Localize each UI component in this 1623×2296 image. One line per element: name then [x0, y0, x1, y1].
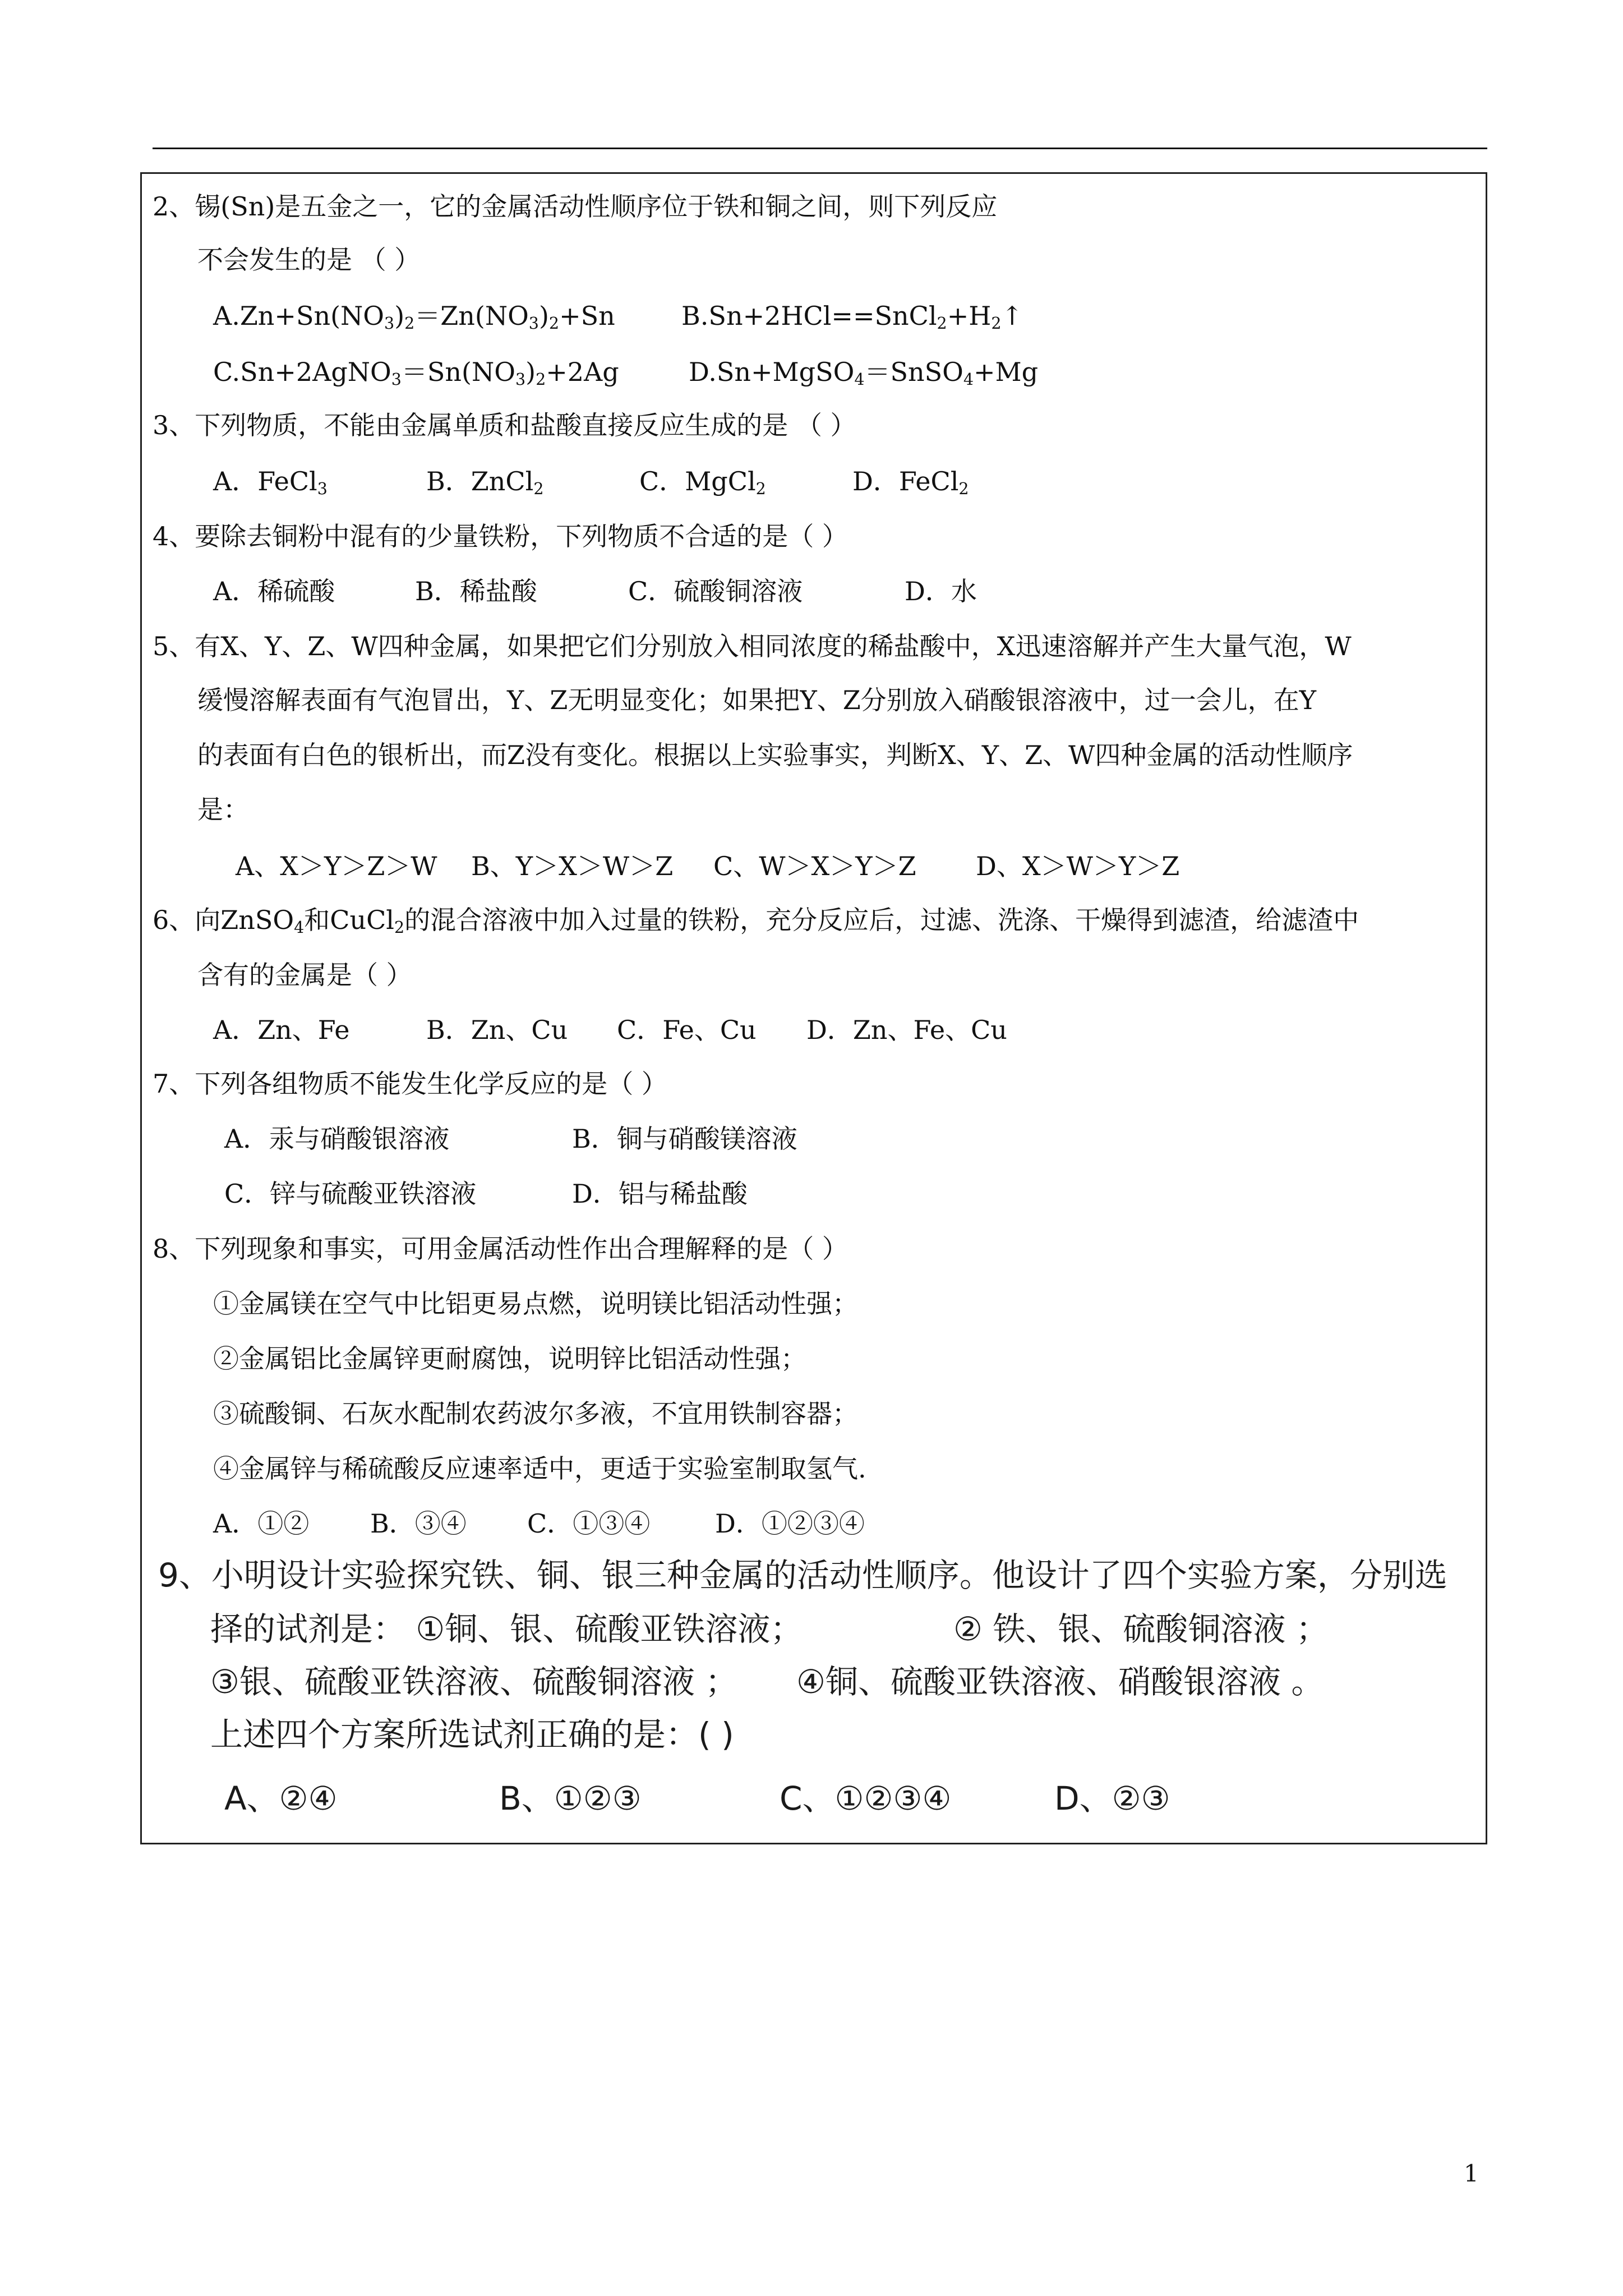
q9-option-a: A、②④ — [224, 1779, 338, 1818]
header-rule — [153, 148, 1487, 149]
q4-option-c: C．硫酸铜溶液 — [628, 576, 803, 606]
q8-stem: 8、下列现象和事实，可用金属活动性作出合理解释的是（ ） — [153, 1234, 848, 1264]
q9-stem-line-4: 上述四个方案所选试剂正确的是：( ) — [210, 1715, 734, 1754]
q8-statement-4: ④金属锌与稀硫酸反应速率适中，更适于实验室制取氢气. — [213, 1453, 866, 1484]
q6-option-d: D．Zn、Fe、Cu — [806, 1015, 1007, 1045]
q4-option-d: D．水 — [905, 576, 977, 606]
q8-option-a: A．①② — [213, 1508, 310, 1539]
q9-option-c: C、①②③④ — [780, 1779, 952, 1818]
q7-option-a: A．汞与硝酸银溶液 — [224, 1124, 450, 1154]
q2-option-a: $A.Zn+Sn(NO_3)_2=Zn(NO_3)_2+Sn$ — [213, 301, 615, 333]
q8-statement-2: ②金属铝比金属锌更耐腐蚀，说明锌比铝活动性强； — [213, 1343, 806, 1374]
q9-stem-line-2b: ② 铁、银、硫酸铜溶液 ； — [953, 1610, 1329, 1648]
q9-stem-line-1: 9、小明设计实验探究铁、铜、银三种金属的活动性顺序。他设计了四个实验方案，分别选 — [158, 1556, 1447, 1594]
q5-stem-line-4: 是： — [197, 794, 249, 825]
q9-option-b: B、①②③ — [499, 1779, 642, 1818]
q2-option-d: D.Sn+MgSO$_4$＝SnSO$_4$+Mg — [689, 357, 1039, 389]
q8-statement-1: ①金属镁在空气中比铝更易点燃，说明镁比铝活动性强； — [213, 1289, 858, 1319]
q7-stem: 7、下列各组物质不能发生化学反应的是（ ） — [153, 1069, 667, 1099]
q3-option-c: C．MgCl$_2$ — [639, 466, 766, 499]
q5-stem-line-2: 缓慢溶解表面有气泡冒出，Y、Z无明显变化；如果把Y、Z分别放入硝酸银溶液中，过一会儿，在Y — [197, 685, 1317, 715]
q4-option-a: A．稀硫酸 — [213, 576, 335, 606]
q3-option-a: A．FeCl$_3$ — [213, 466, 328, 499]
q5-option-a: A、X＞Y＞Z＞W — [236, 851, 437, 881]
q8-option-c: C．①③④ — [527, 1508, 651, 1539]
q5-option-d: D、X＞W＞Y＞Z — [976, 851, 1180, 881]
q2-option-b: $B.Sn+2HCl==SnCl_2+H_2↑$ — [681, 301, 1023, 333]
q3-option-d: D．FeCl$_2$ — [852, 466, 969, 499]
q9-stem-line-3b: ④铜、硫酸亚铁溶液、硝酸银溶液 。 — [796, 1663, 1324, 1701]
q4-option-b: B．稀盐酸 — [415, 576, 537, 606]
page-number: 1 — [1464, 2160, 1479, 2187]
q7-option-d: D．铝与稀盐酸 — [572, 1179, 748, 1209]
q9-option-d: D、②③ — [1054, 1779, 1170, 1818]
q2-stem-line-2: 不会发生的是 （ ） — [197, 245, 421, 275]
q4-stem: 4、要除去铜粉中混有的少量铁粉，下列物质不合适的是（ ） — [153, 521, 848, 551]
q8-option-b: B．③④ — [370, 1508, 467, 1539]
q6-option-b: B．Zn、Cu — [426, 1015, 568, 1045]
q9-stem-line-3a: ③银、硫酸亚铁溶液、硫酸铜溶液 ； — [210, 1663, 738, 1701]
q7-option-b: B．铜与硝酸镁溶液 — [572, 1124, 797, 1154]
q5-stem-line-1: 5、有X、Y、Z、W四种金属，如果把它们分别放入相同浓度的稀盐酸中，X迅速溶解并产生大量气泡，W — [153, 631, 1352, 661]
q8-option-d: D．①②③④ — [715, 1508, 865, 1539]
q3-option-b: B．ZnCl$_2$ — [426, 466, 544, 499]
q8-statement-3: ③硫酸铜、石灰水配制农药波尔多液，不宜用铁制容器； — [213, 1398, 858, 1429]
q6-stem-line-2: 含有的金属是（ ） — [197, 960, 412, 990]
q5-stem-line-3: 的表面有白色的银析出，而Z没有变化。根据以上实验事实，判断X、Y、Z、W四种金属的活动性顺序 — [197, 740, 1353, 770]
q5-option-c: C、W＞X＞Y＞Z — [713, 851, 916, 881]
q5-option-b: B、Y＞X＞W＞Z — [471, 851, 674, 881]
q2-stem-line-1: 2、锡(Sn)是五金之一，它的金属活动性顺序位于铁和铜之间，则下列反应 — [153, 191, 998, 222]
q6-stem-line-1: 6、向ZnSO$_4$和CuCl$_2$的混合溶液中加入过量的铁粉，充分反应后，过滤、洗涤、干燥得到滤渣，给滤渣中 — [153, 905, 1359, 937]
q7-option-c: C．锌与硫酸亚铁溶液 — [224, 1179, 477, 1209]
q2-option-c: $C.Sn+2AgNO_3=Sn(NO_3)_2+2Ag$ — [213, 357, 619, 389]
q3-stem: 3、下列物质，不能由金属单质和盐酸直接反应生成的是 （ ） — [153, 410, 856, 440]
q9-stem-line-2a: 择的试剂是： ①铜、银、硫酸亚铁溶液； — [210, 1610, 803, 1648]
q6-option-a: A．Zn、Fe — [213, 1015, 350, 1045]
q6-option-c: C．Fe、Cu — [617, 1015, 757, 1045]
